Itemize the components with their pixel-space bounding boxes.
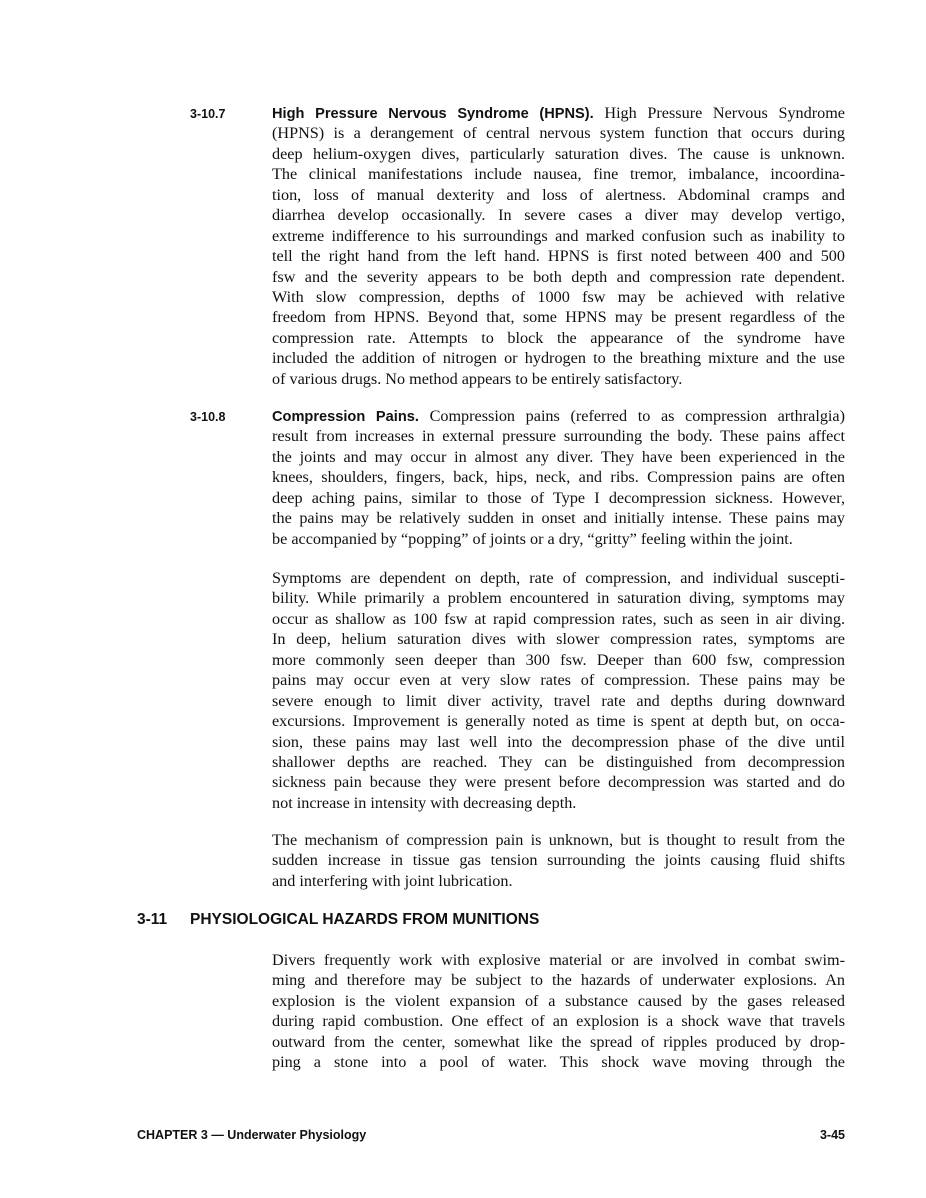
text-line: tell the right hand from the left hand. HPNS is first noted between 400 and 500 (272, 247, 845, 266)
text-line (272, 406, 845, 426)
text-line: during rapid combustion. One effect of an explosion is a shock wave that travels (272, 1012, 845, 1031)
text-line-content: Compression pains (referred to as compression arthralgia) (418, 407, 845, 425)
text-line: sickness pain because they were present before decompression was started and do (272, 773, 845, 792)
text-line: bility. While primarily a problem encountered in saturation diving, symptoms may (272, 589, 845, 608)
text-line: not increase in intensity with decreasing depth. (272, 793, 577, 812)
section-number: 3-10.7 (190, 107, 226, 121)
section-title: High Pressure Nervous Syndrome (HPNS). (272, 106, 594, 122)
text-line: the pains may be relatively sudden in onset and initially intense. These pains may (272, 509, 845, 528)
text-line: In deep, helium saturation dives with slower compression rates, symptoms are (272, 630, 845, 649)
text-line: of various drugs. No method appears to be entirely satisfactory. (272, 369, 683, 388)
text-line: severe enough to limit diver activity, travel rate and depths during downward (272, 691, 845, 710)
text-line: compression rate. Attempts to block the appearance of the syndrome have (272, 328, 845, 347)
text-line: pains may occur even at very slow rates of compression. These pains may be (272, 671, 845, 690)
text-line: included the addition of nitrogen or hydrogen to the breathing mixture and the use (272, 349, 845, 368)
footer-page-number: 3-45 (819, 1128, 845, 1142)
text-line: ming and therefore may be subject to the hazards of underwater explosions. An (272, 971, 845, 990)
text-line: knees, shoulders, fingers, back, hips, neck, and ribs. Compression pains are often (272, 468, 845, 487)
paragraph (272, 103, 845, 389)
text-line: tion, loss of manual dexterity and loss of alertness. Abdominal cramps and (272, 185, 845, 204)
text-line: extreme indifference to his surroundings and marked confusion such as inability to (272, 226, 845, 245)
text-line: The clinical manifestations include nausea, fine tremor, imbalance, incoordina- (272, 165, 845, 184)
text-line: deep aching pains, similar to those of Type I decompression sickness. However, (272, 488, 845, 507)
text-line: shallower depths are reached. They can be distinguished from decompression (272, 752, 845, 771)
paragraph (272, 568, 845, 813)
text-line: The mechanism of compression pain is unknown, but is thought to result from the (272, 831, 845, 849)
text-line: the joints and may occur in almost any diver. They have been experienced in the (272, 447, 845, 466)
text-line: sudden increase in tissue gas tension surrounding the joints causing fluid shifts (272, 851, 845, 870)
text-line: freedom from HPNS. Beyond that, some HPNS may be present regardless of the (272, 308, 845, 327)
text-line: diarrhea develop occasionally. In severe cases a diver may develop vertigo, (272, 206, 845, 225)
text-line: explosion is the violent expansion of a substance caused by the gases released (272, 991, 845, 1010)
text-line: With slow compression, depths of 1000 fsw may be achieved with relative (272, 287, 845, 306)
text-line: occur as shallow as 100 fsw at rapid compression rates, such as seen in air diving. (272, 609, 845, 628)
text-line: result from increases in external pressure surrounding the body. These pains affect (272, 427, 845, 446)
text-line: sion, these pains may last well into the decompression phase of the dive until (272, 732, 845, 751)
text-line: more commonly seen deeper than 300 fsw. Deeper than 600 fsw, compression (272, 650, 845, 669)
text-line (272, 103, 845, 123)
paragraph (272, 406, 845, 549)
paragraph (272, 950, 845, 1073)
text-line: (HPNS) is a derangement of central nervous system function that occurs during (272, 124, 845, 143)
text-line: Symptoms are dependent on depth, rate of compression, and individual suscepti- (272, 569, 845, 587)
text-line: excursions. Improvement is generally noted as time is spent at depth but, on occa- (272, 712, 845, 731)
section-number: 3-10.8 (190, 410, 226, 424)
text-line-content: High Pressure Nervous Syndrome (593, 104, 845, 122)
paragraph (272, 830, 845, 891)
section-title: Compression Pains. (272, 409, 419, 425)
text-line: fsw and the severity appears to be both depth and compression rate dependent. (272, 267, 845, 286)
section-heading: PHYSIOLOGICAL HAZARDS FROM MUNITIONS (190, 911, 540, 928)
text-line: Divers frequently work with explosive material or are involved in combat swim- (272, 951, 845, 969)
text-line: ping a stone into a pool of water. This shock wave moving through the (272, 1053, 845, 1072)
text-line: and interfering with joint lubrication. (272, 871, 513, 890)
footer-chapter: CHAPTER 3 — Underwater Physiology (137, 1128, 367, 1142)
text-line: deep helium-oxygen dives, particularly saturation dives. The cause is unknown. (272, 144, 845, 163)
section-number: 3-11 (137, 911, 168, 928)
text-line: be accompanied by “popping” of joints or a dry, “gritty” feeling within the joint. (272, 529, 793, 548)
text-line: outward from the center, somewhat like the spread of ripples produced by drop- (272, 1032, 845, 1051)
